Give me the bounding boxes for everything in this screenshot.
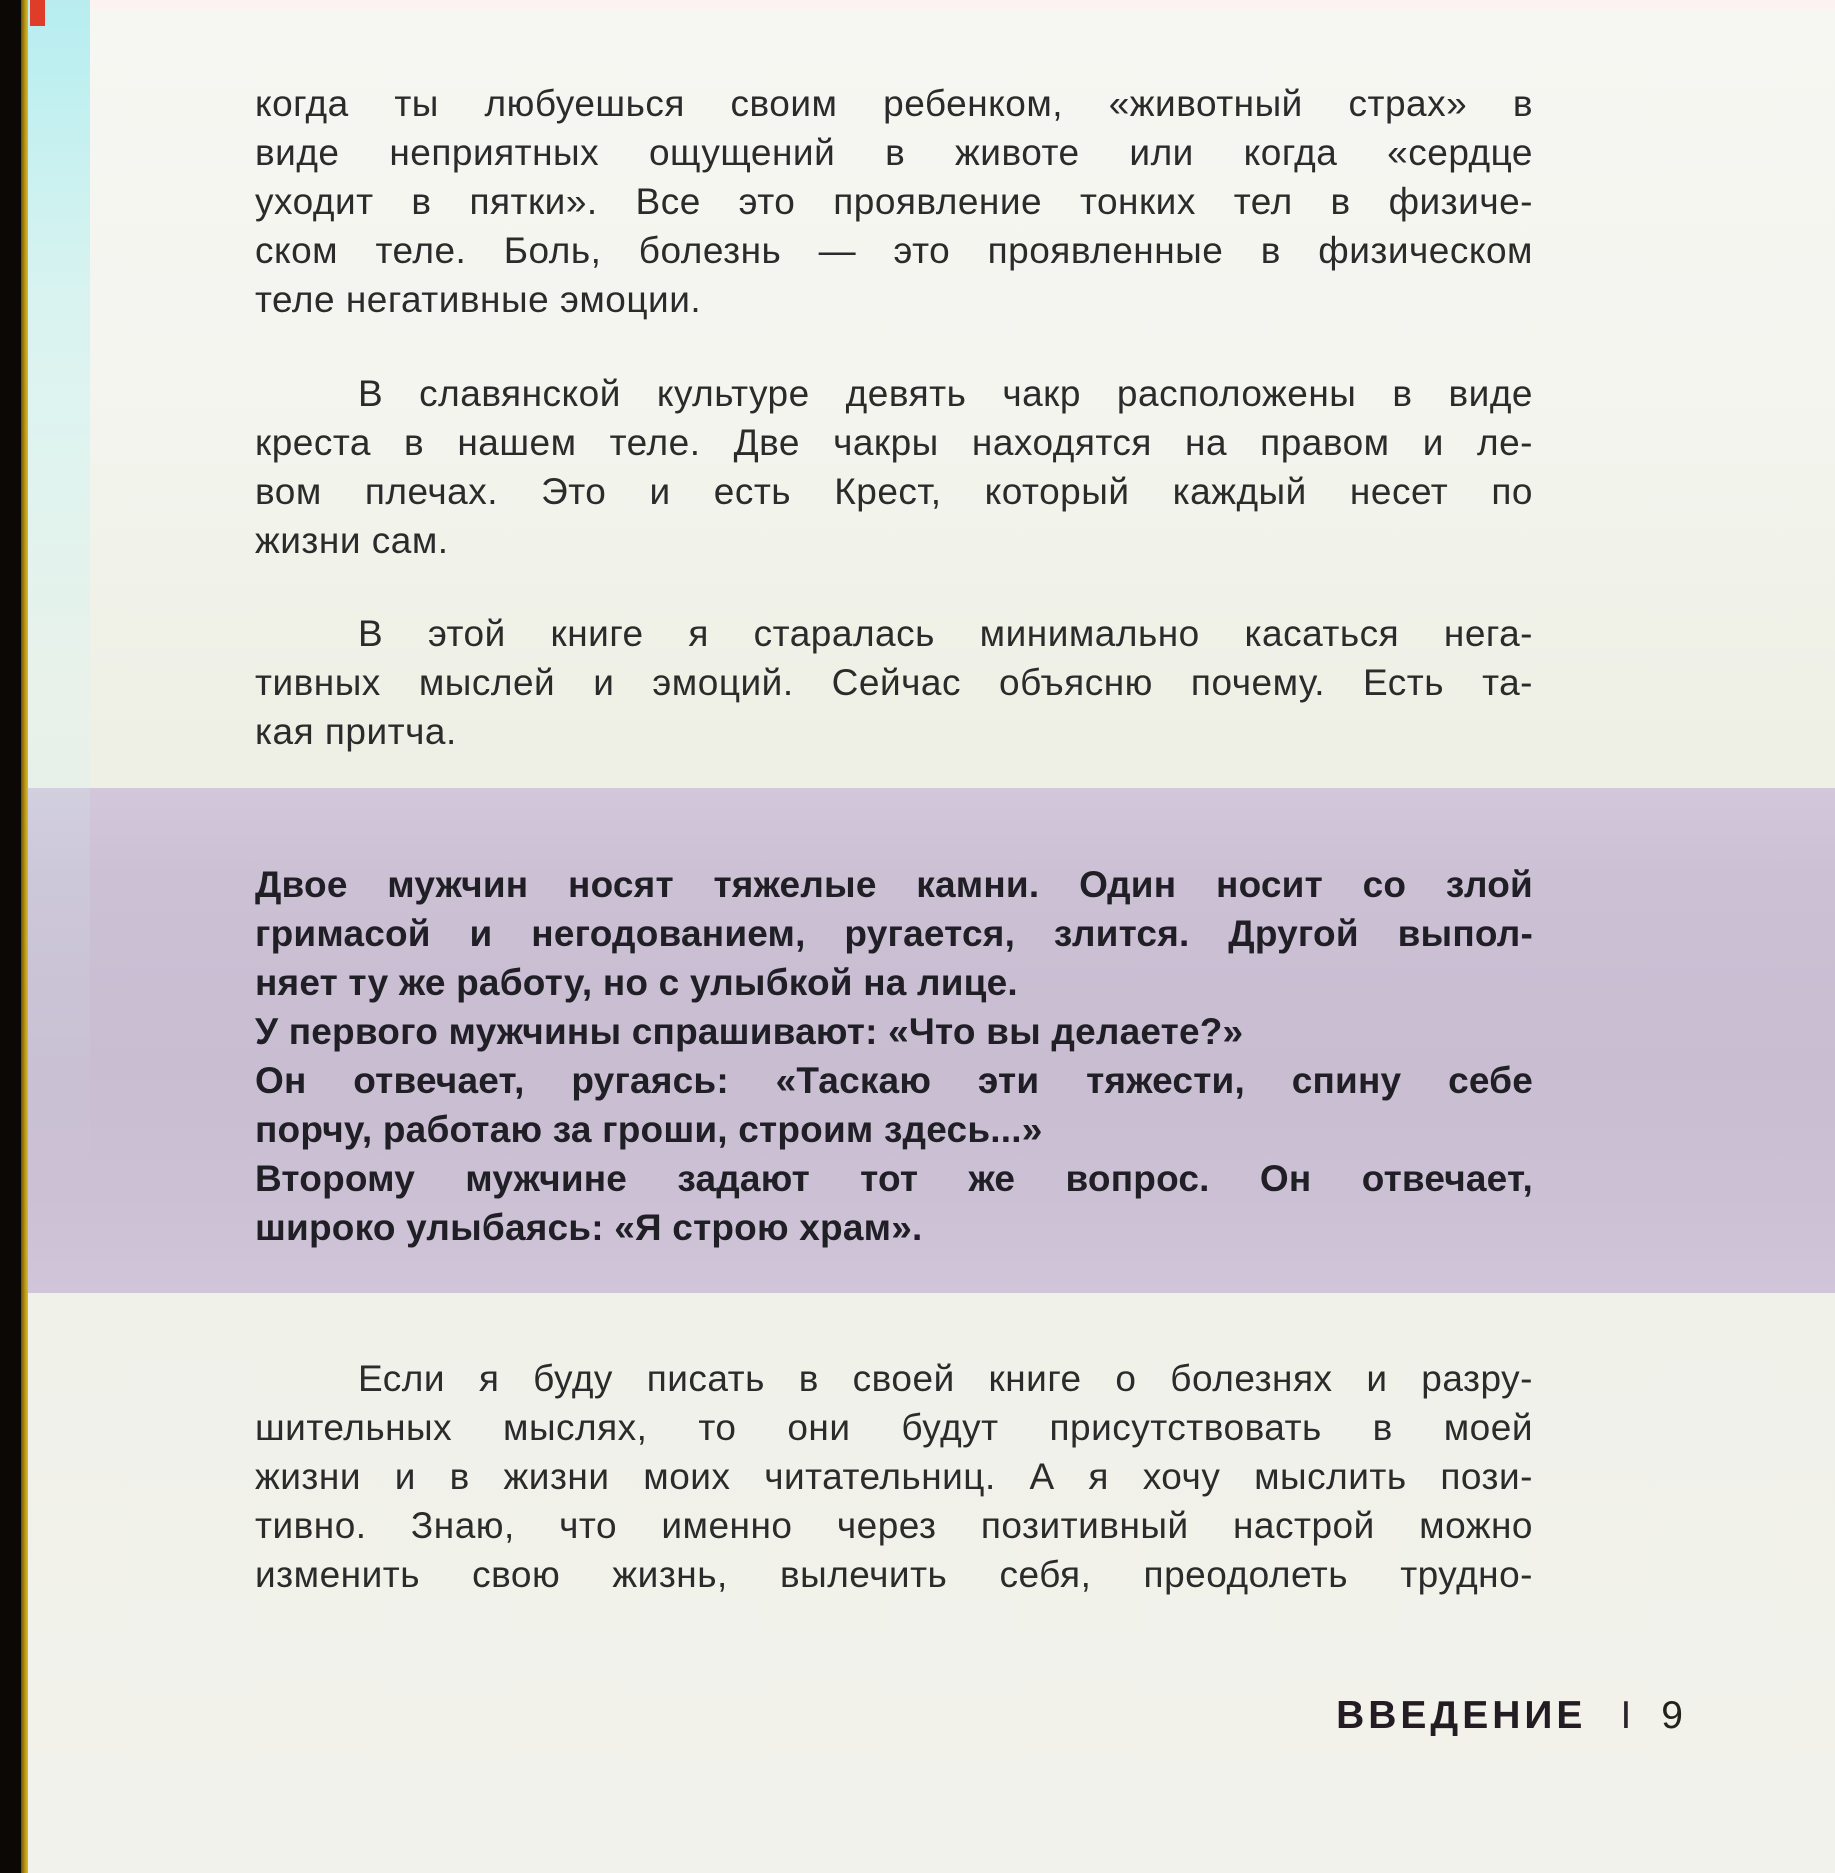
text-line: жизни и в жизни моих читательниц. А я хочу мыслить пози- xyxy=(255,1456,1533,1497)
text-line: вом плечах. Это и есть Крест, который каждый несет по xyxy=(255,471,1533,512)
text-line: уходит в пятки». Все это проявление тонких тел в физиче- xyxy=(255,181,1533,222)
scan-edge-black-strip xyxy=(0,0,21,1873)
text-line: жизни сам. xyxy=(255,520,449,561)
text-line: тивных мыслей и эмоций. Сейчас объясню почему. Есть та- xyxy=(255,662,1533,703)
text-line: няет ту же работу, но с улыбкой на лице. xyxy=(255,962,1018,1003)
page-footer xyxy=(1336,1694,1683,1738)
text-line: широко улыбаясь: «Я строю храм». xyxy=(255,1207,923,1248)
page-number: 9 xyxy=(1661,1694,1683,1737)
paragraph-book-intent xyxy=(255,609,1533,756)
text-line: тивно. Знаю, что именно через позитивный настрой можно xyxy=(255,1505,1533,1546)
text-line: У первого мужчины спрашивают: «Что вы делаете?» xyxy=(255,1011,1244,1052)
scan-edge-cyan-glow xyxy=(28,0,90,1500)
paragraph-continuation xyxy=(255,79,1533,324)
text-line: В этой книге я старалась минимально касаться нега- xyxy=(358,613,1533,654)
text-line: шительных мыслях, то они будут присутствовать в моей xyxy=(255,1407,1533,1448)
text-line: В славянской культуре девять чакр расположены в виде xyxy=(358,373,1533,414)
text-line: Двое мужчин носят тяжелые камни. Один носит со злой xyxy=(255,864,1533,905)
text-line: порчу, работаю за гроши, строим здесь...» xyxy=(255,1109,1043,1150)
parable-highlighted-text xyxy=(255,860,1533,1252)
paragraph-positive-thinking xyxy=(255,1354,1533,1599)
text-line: ском теле. Боль, болезнь — это проявленные в физическом xyxy=(255,230,1533,271)
text-line: виде неприятных ощущений в животе или когда «сердце xyxy=(255,132,1533,173)
paragraph-slavic-chakras xyxy=(255,369,1533,565)
text-line: изменить свою жизнь, вылечить себя, преодолеть трудно- xyxy=(255,1554,1533,1595)
footer-section-title: ВВЕДЕНИЕ xyxy=(1336,1694,1587,1737)
scan-edge-yellow-line xyxy=(21,0,28,1873)
text-line: креста в нашем теле. Две чакры находятся на правом и ле- xyxy=(255,422,1533,463)
text-line: гримасой и негодованием, ругается, злится. Другой выпол- xyxy=(255,913,1533,954)
text-line: теле негативные эмоции. xyxy=(255,279,702,320)
text-line: Он отвечает, ругаясь: «Таскаю эти тяжести, спину себе xyxy=(255,1060,1533,1101)
text-line: Второму мужчине задают тот же вопрос. Он отвечает, xyxy=(255,1158,1533,1199)
scan-top-edge xyxy=(0,0,1835,9)
scan-red-mark xyxy=(30,0,45,26)
footer-separator: I xyxy=(1620,1694,1632,1737)
text-line: Если я буду писать в своей книге о болезнях и разру- xyxy=(358,1358,1533,1399)
text-line: когда ты любуешься своим ребенком, «животный страх» в xyxy=(255,83,1533,124)
text-line: кая притча. xyxy=(255,711,457,752)
